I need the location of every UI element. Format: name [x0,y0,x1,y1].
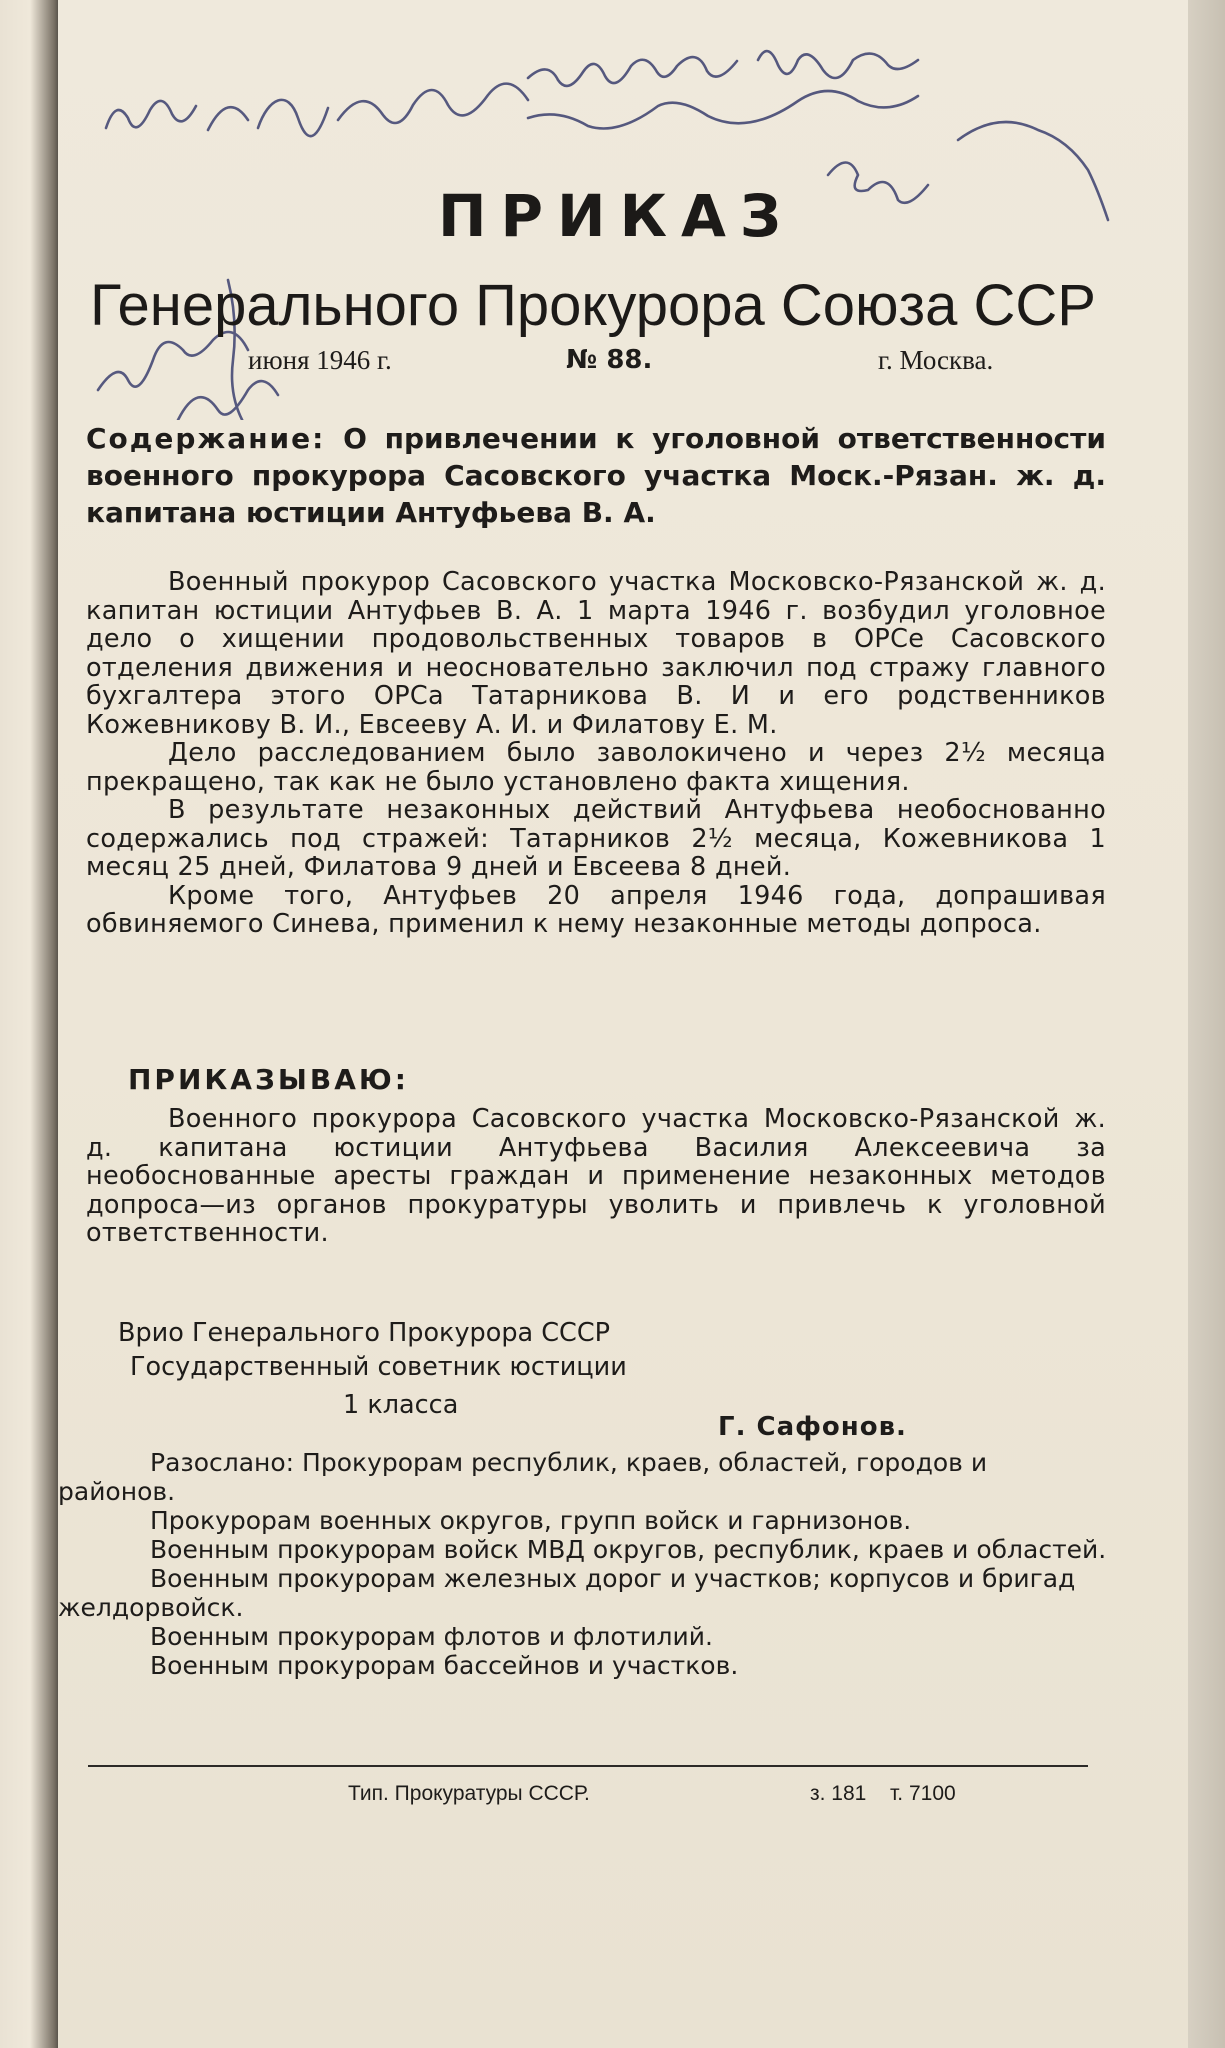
document-title: ПРИКАЗ [438,182,796,250]
distribution-item: Прокурорам военных округов, групп войск и гарнизонов. [150,1506,912,1535]
background-board [1185,0,1225,2048]
body-text [86,568,1106,939]
handwriting-top-right [528,51,918,86]
summary-text: О привлечении к уголовной ответственности военного прокурора Сасовского участка Моск.-Рязан. ж. д. капитана юстиции Антуфьева В. А. [86,422,1106,529]
order-heading: ПРИКАЗЫВАЮ: [128,1063,409,1096]
signature-line-3: 1 класса [343,1390,459,1420]
signature-line-1: Врио Генерального Прокурора СССР [118,1318,611,1348]
footer-copies: т. 7100 [890,1782,956,1805]
handwriting-initials [828,163,928,203]
signature-line-2: Государственный советник юстиции [130,1352,627,1382]
body-paragraph: Кроме того, Антуфьев 20 апреля 1946 года, допрашивая обвиняемого Синева, применил к нему незаконные методы допроса. [86,880,1106,939]
distribution-item: Военным прокурорам флотов и флотилий. [150,1622,713,1651]
order-text: Военного прокурора Сасовского участка Московско-Рязанской ж. д. капитана юстиции Антуфьева Василия Алексеевича за необоснованные аресты граждан и применение незаконных методов допроса—из органов прокуратуры уволить и привлечь к уголовной ответственности. [86,1104,1106,1248]
distribution-list [58,1448,1108,1680]
footer-printer: Тип. Прокуратуры СССР. [348,1782,590,1805]
body-paragraph: Военный прокурор Сасовского участка Московско-Рязанской ж. д. капитан юстиции Антуфьев В. А. 1 марта 1946 г. возбудил уголовное дело о хищении продовольственных товаров в ОРСе Сасовского отделения движения и неосновательно заключил под стражу главного бухгалтера этого ОРСа Татарникова В. И и его родственников Кожевникову В. И., Евсееву А. И. и Филатову Е. М. [86,567,1106,740]
distribution-item: Разослано: Прокурорам республик, краев, областей, городов и районов. [58,1448,988,1506]
document-city: г. Москва. [878,345,994,375]
body-paragraph: Дело расследованием было заволокичено и через 2½ месяца прекращено, так как не было установлено факта хищения. [86,738,1106,797]
distribution-item: Военным прокурорам бассейнов и участков. [150,1651,739,1680]
book-binding [0,0,62,2048]
document-subtitle: Генерального Прокурора Союза ССР [90,273,1096,338]
document-date: июня 1946 г. [248,345,392,375]
summary-label: Содержание: [86,422,326,455]
footer-order-number: з. 181 [810,1782,867,1805]
document-number: № 88. [566,345,653,375]
distribution-item: Военным прокурорам войск МВД округов, республик, краев и областей. [150,1535,1107,1564]
document-page [58,0,1188,2048]
summary-block [86,420,1106,531]
body-paragraph: В результате незаконных действий Антуфьева необоснованно содержались под стражей: Татарников 2½ месяца, Кожевникова 1 месяц 25 дней, Филатова 9 дней и Евсеева 8 дней. [86,795,1106,882]
signatory-name: Г. Сафонов. [718,1412,907,1442]
distribution-item: Военным прокурорам железных дорог и участков; корпусов и бригад желдорвойск. [58,1564,1076,1622]
footer-divider [88,1765,1088,1767]
